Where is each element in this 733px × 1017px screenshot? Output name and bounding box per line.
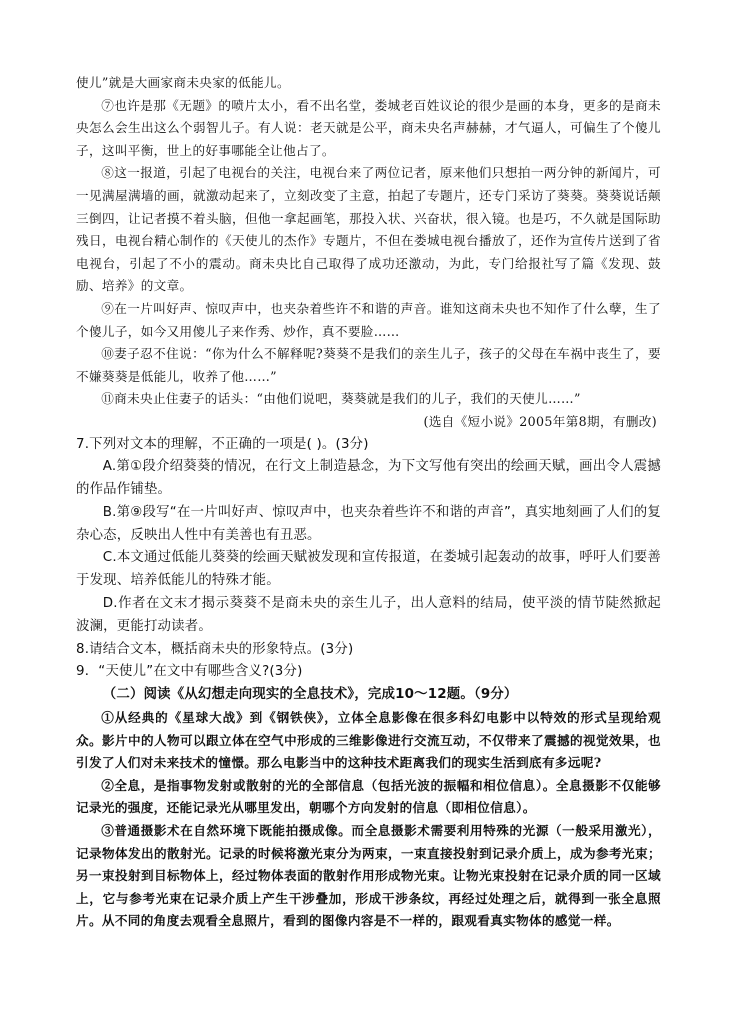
question-7-option-a: A.第①段介绍葵葵的情况，在行文上制造悬念，为下文写他有突出的绘画天赋，画出令人震撼的作品作铺垫。: [76, 459, 661, 498]
question-7-option-c: C.本文通过低能儿葵葵的绘画天赋被发现和宣传报道，在娄城引起轰动的故事，呼吁人们要善于发现、培养低能儿的特殊才能。: [76, 550, 661, 589]
story-paragraph-0: 使儿”就是大画家商未央家的低能儿。: [76, 75, 290, 90]
story-paragraph-7: ⑦也许是那《无题》的喷片太小，看不出名堂，娄城老百姓议论的很少是画的本身，更多的是商未央怎么会生出这么个弱智儿子。有人说：老天就是公平，商未央名声赫赫，才气逼人，可偏生了个傻儿子，这叫平衡，世上的好事哪能全让他占了。: [76, 97, 661, 158]
story-paragraph-9: ⑨在一片叫好声、惊叹声中，也夹杂着些许不和谐的声音。谁知这商未央也不知作了什么孽，生了个傻儿子，如今又用傻儿子来作秀、炒作，真不要脸……: [76, 300, 661, 339]
article-paragraph-2: ②全息，是指事物发射或散射的光的全部信息（包括光波的振幅和相位信息）。全息摄影不仅能够记录光的强度，还能记录光从哪里发出，朝哪个方向发射的信息（即相位信息）。: [76, 777, 661, 816]
story-paragraph-8: ⑧这一报道，引起了电视台的关注，电视台来了两位记者，原来他们只想拍一两分钟的新闻片，可一见满屋满墙的画，就激动起来了，立刻改变了主意，拍起了专题片，还专门采访了葵葵。葵葵说话颠三倒四，让记者摸不着头脑，但他一拿起画笔，那投入状、兴奋状，很入镜。也是巧，不久就是国际助残日，电视台精心制作的《天使儿的杰作》专题片，不但在娄城电视台播放了，还作为宣传片送到了省电视台，引起了不小的震动。商未央比自己取得了成功还激动，为此，专门给报社写了篇《发现、鼓励、培养》的文章。: [76, 165, 661, 294]
question-7-option-b: B.第⑨段写“在一片叫好声、惊叹声中，也夹杂着些许不和谐的声音”，真实地刻画了人们的复杂心态，反映出人性中有美善也有丑恶。: [76, 504, 661, 543]
article-paragraph-3: ③普通摄影术在自然环境下既能拍摄成像。而全息摄影术需要利用特殊的光源（一般采用激光），记录物体发出的散射光。记录的时候将激光束分为两束，一束直接投射到记录介质上，成为参考光束；另一束投射到目标物体上，经过物体表面的散射作用形成物光束。让物光束投射在记录介质的同一区域上，它与参考光束在记录介质上产生干涉叠加，形成干涉条纹，再经过处理之后，就得到一张全息照片。从不同的角度去观看全息照片，看到的图像内容是不一样的，跟观看真实物体的感觉一样。: [76, 823, 661, 929]
story-paragraph-10: ⑩妻子忍不住说：“你为什么不解释呢?葵葵不是我们的亲生儿子，孩子的父母在车祸中丧生了，要不嫌葵葵是低能儿，收养了他……”: [76, 346, 661, 384]
story-paragraph-11: ⑪商未央止住妻子的话头：“由他们说吧，葵葵就是我们的儿子，我们的天使儿……”: [101, 391, 581, 407]
section-2-heading: （二）阅读《从幻想走向现实的全息技术》，完成10～12题。（9分）: [102, 687, 518, 703]
article-paragraph-1: ①从经典的《星球大战》到《钢铁侠》，立体全息影像在很多科幻电影中以特效的形式呈现给观众。影片中的人物可以跟立体在空气中形成的三维影像进行交流互动，不仅带来了震撼的视觉效果，也引发了人们对未来技术的憧憬。那么电影当中的这种技术距离我们的现实生活到底有多远呢?: [76, 710, 661, 771]
question-7-option-d: D.作者在文末才揭示葵葵不是商未央的亲生儿子，出人意料的结局，使平淡的情节陡然掀起波澜，更能打动读者。: [76, 596, 661, 634]
story-source: (选自《短小说》2005年第8期，有删改): [423, 413, 657, 429]
question-7: 7.下列对文本的理解，不正确的一项是( )。(3分): [76, 436, 369, 452]
question-8: 8.请结合文本，概括商未央的形象特点。(3分): [76, 641, 354, 657]
question-9: 9．“天使儿”在文中有哪些含义?(3分): [76, 664, 303, 680]
